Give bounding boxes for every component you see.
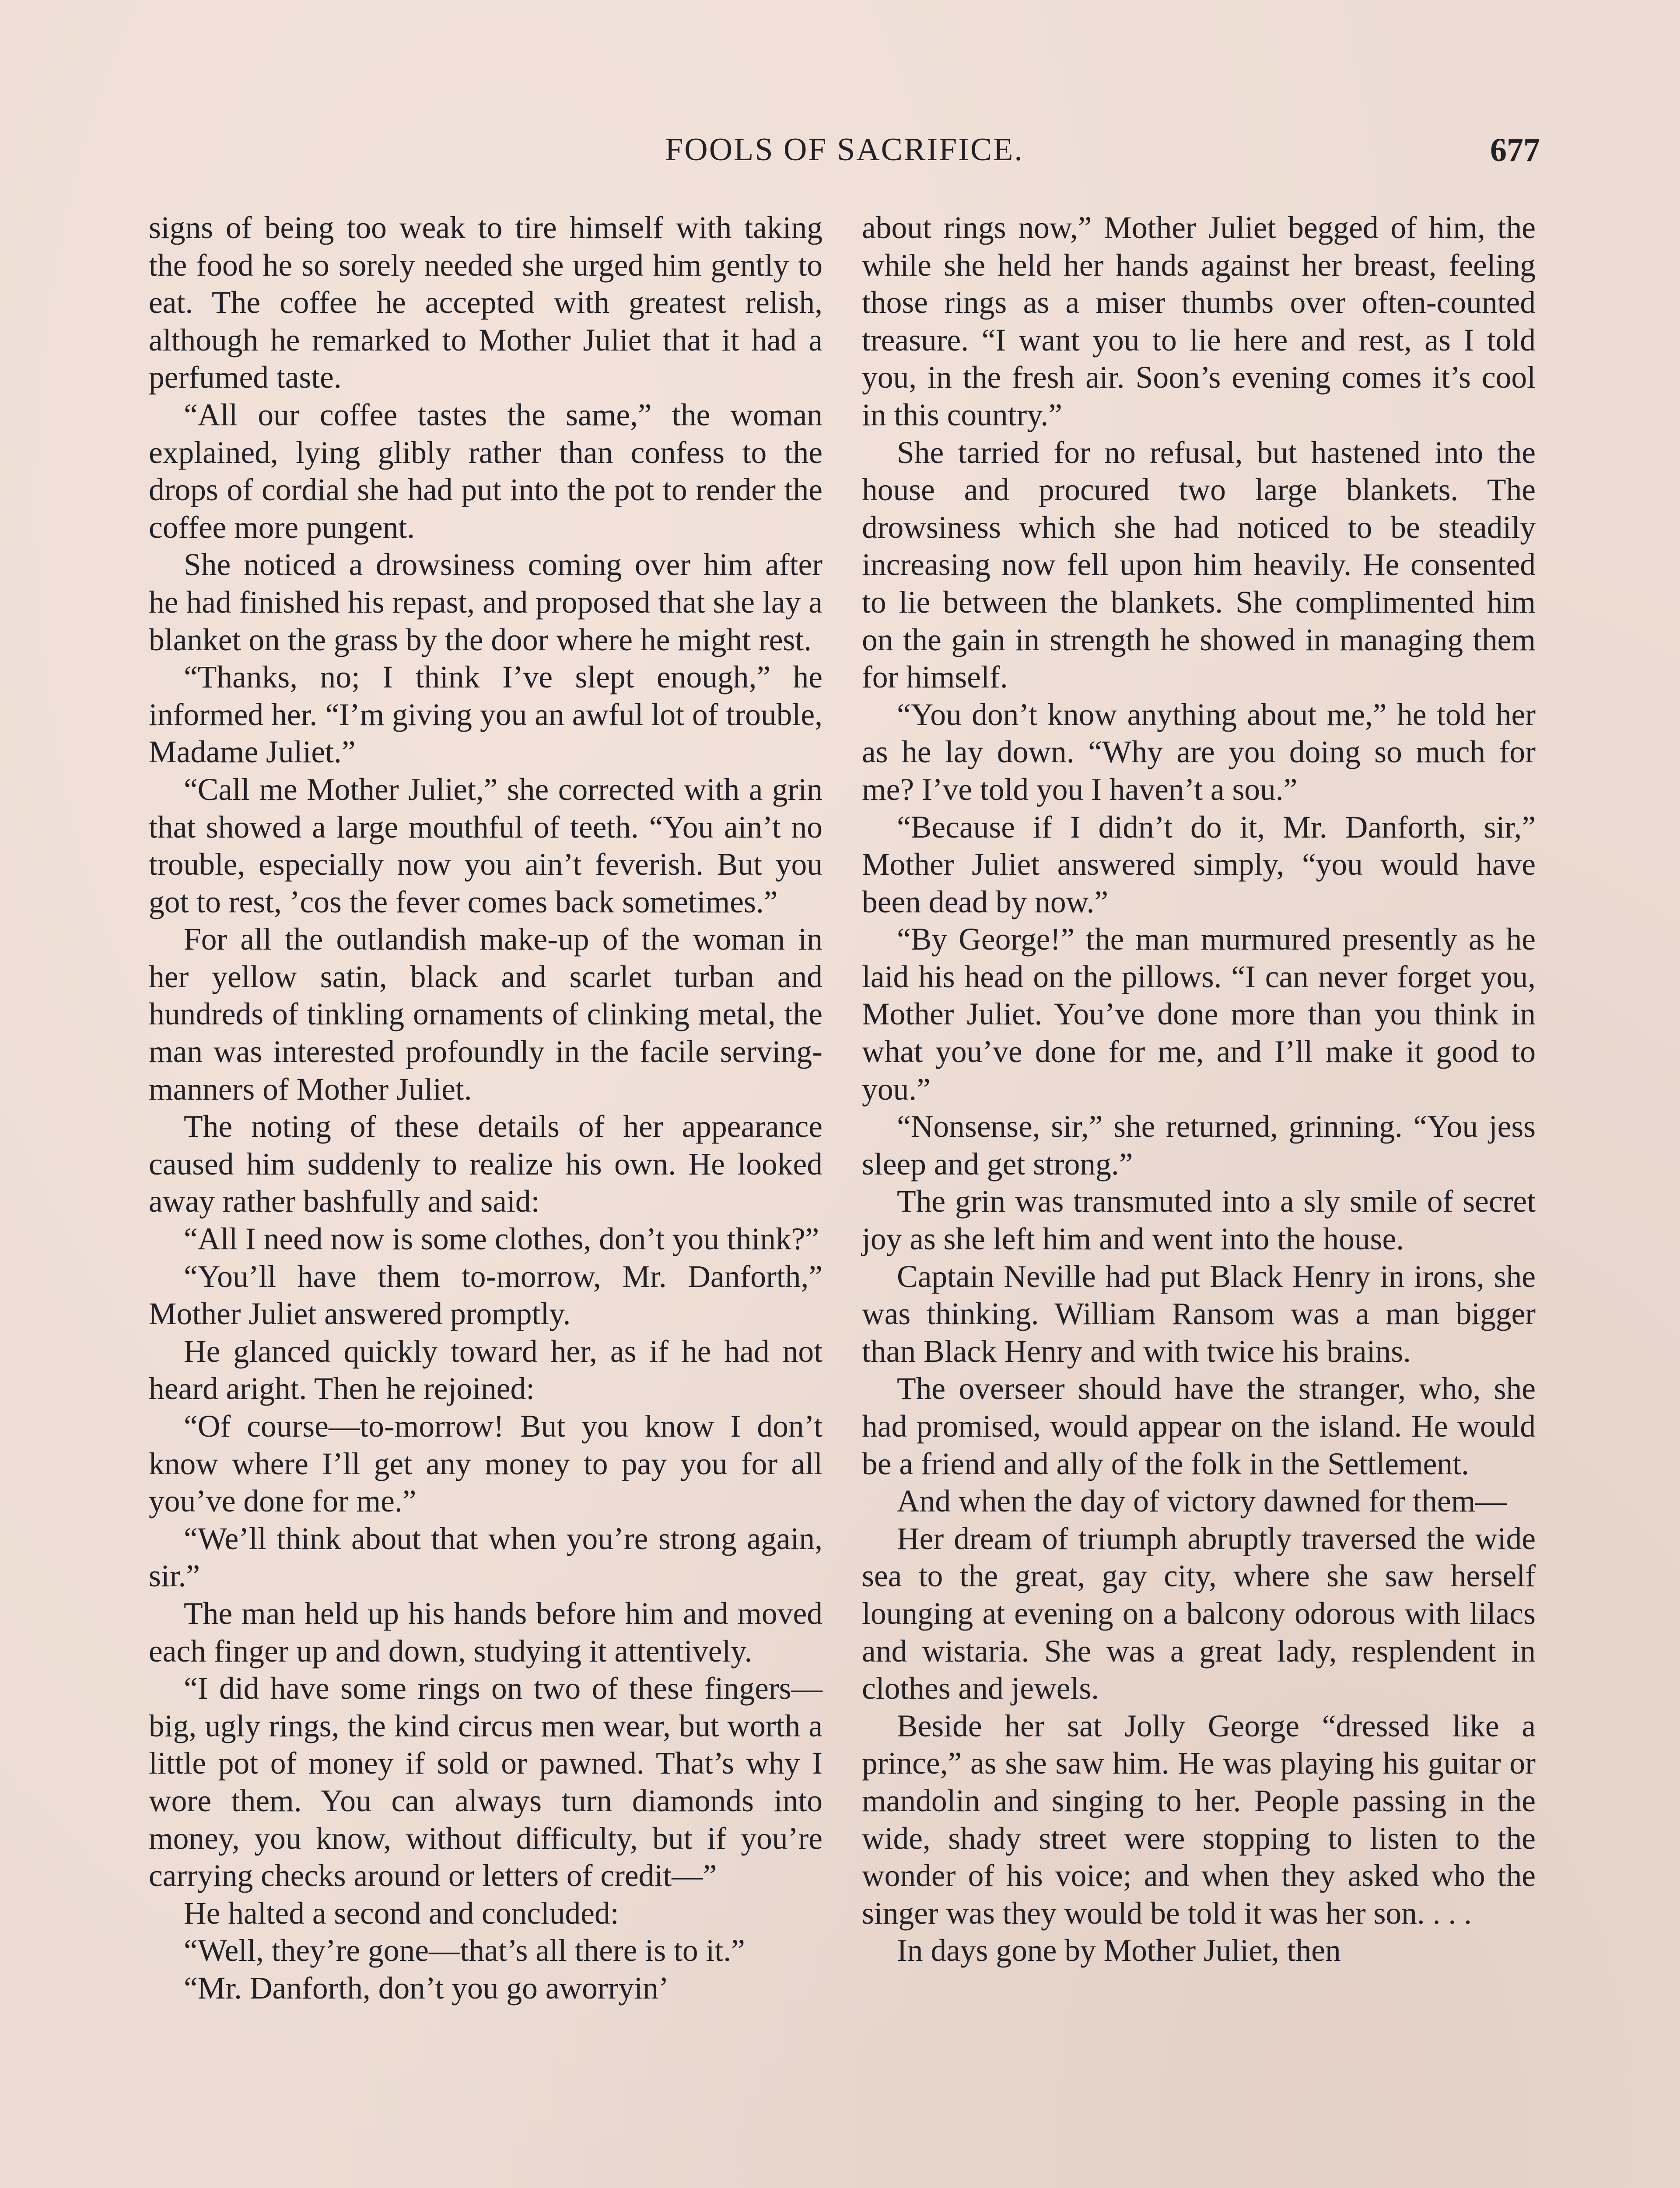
paragraph: “We’ll think about that when you’re strong again, sir.”: [149, 1521, 822, 1594]
paragraph: Captain Neville had put Black Henry in irons, she was thinking. William Ransom was a man bigger than Black Henry and with twice his brains.: [862, 1259, 1536, 1369]
paragraph: signs of being too weak to tire himself with taking the food he so sorely needed she urged him gently to eat. The coffee he accepted with greatest relish, although he remarked to Mother Juliet that it had a perfumed taste.: [149, 210, 822, 395]
right-text-column: [862, 209, 1536, 1970]
paragraph: She tarried for no refusal, but hastened into the house and procured two large blankets. The drowsiness which she had noticed to be steadily increasing now fell upon him heavily. He consented to lie between the blankets. She complimented him on the gain in strength he showed in managing them for himself.: [862, 435, 1536, 695]
paragraph: The man held up his hands before him and moved each finger up and down, studying it attentively.: [149, 1596, 822, 1669]
paragraph: “All our coffee tastes the same,” the woman explained, lying glibly rather than confess to the drops of cordial she had put into the pot to render the coffee more pungent.: [149, 397, 822, 545]
paragraph: “Nonsense, sir,” she returned, grinning. “You jess sleep and get strong.”: [862, 1109, 1536, 1182]
paragraph: She noticed a drowsiness coming over him after he had finished his repast, and proposed that she lay a blanket on the grass by the door where he might rest.: [149, 547, 822, 657]
paragraph: “You don’t know anything about me,” he told her as he lay down. “Why are you doing so much for me? I’ve told you I haven’t a sou.”: [862, 697, 1536, 807]
running-title: FOOLS OF SACRIFICE.: [665, 132, 1024, 168]
paragraph: “Thanks, no; I think I’ve slept enough,” he informed her. “I’m giving you an awful lot of trouble, Madame Juliet.”: [149, 660, 822, 770]
paragraph: “Of course—to-morrow! But you know I don’t know where I’ll get any money to pay you for all you’ve done for me.”: [149, 1409, 822, 1519]
paragraph: For all the outlandish make-up of the woman in her yellow satin, black and scarlet turban and hundreds of tinkling ornaments of clinking metal, the man was interested profoundly in the facile serving-manners of Mother Juliet.: [149, 922, 822, 1107]
page-number: 677: [1490, 132, 1540, 168]
paragraph: The grin was transmuted into a sly smile of secret joy as she left him and went into the house.: [862, 1184, 1536, 1257]
paragraph: He glanced quickly toward her, as if he had not heard aright. Then he rejoined:: [149, 1334, 822, 1406]
paragraph: The overseer should have the stranger, who, she had promised, would appear on the island. He would be a friend and ally of the folk in the Settlement.: [862, 1371, 1536, 1481]
page-header: [149, 131, 1540, 184]
paragraph: The noting of these details of her appearance caused him suddenly to realize his own. He looked away rather bashfully and said:: [149, 1109, 822, 1219]
paragraph: “Because if I didn’t do it, Mr. Danforth, sir,” Mother Juliet answered simply, “you would have been dead by now.”: [862, 810, 1536, 919]
paragraph: Her dream of triumph abruptly traversed the wide sea to the great, gay city, where she saw herself lounging at evening on a balcony odorous with lilacs and wistaria. She was a great lady, resplendent in clothes and jewels.: [862, 1521, 1536, 1706]
paragraph: “By George!” the man murmured presently as he laid his head on the pillows. “I can never forget you, Mother Juliet. You’ve done more than you think in what you’ve done for me, and I’ll make it good to you.”: [862, 922, 1536, 1107]
paragraph: “You’ll have them to-morrow, Mr. Danforth,” Mother Juliet answered promptly.: [149, 1259, 822, 1332]
paragraph: “Well, they’re gone—that’s all there is to it.”: [184, 1933, 745, 1968]
paragraph: “All I need now is some clothes, don’t you think?”: [184, 1222, 819, 1257]
paragraph: And when the day of victory dawned for them—: [897, 1484, 1507, 1519]
paragraph: “Mr. Danforth, don’t you go aworryin’: [184, 1971, 669, 2006]
paragraph: “Call me Mother Juliet,” she corrected with a grin that showed a large mouthful of teeth. “You ain’t no trouble, especially now you ain’t feverish. But you got to rest, ’cos the fever comes back sometimes.”: [149, 772, 822, 919]
paragraph: “I did have some rings on two of these fingers—big, ugly rings, the kind circus men wear, but worth a little pot of money if sold or pawned. That’s why I wore them. You can always turn diamonds into money, you know, without difficulty, but if you’re carrying checks around or letters of credit—”: [149, 1671, 822, 1893]
paragraph: Beside her sat Jolly George “dressed like a prince,” as she saw him. He was playing his guitar or mandolin and singing to her. People passing in the wide, shady street were stopping to listen to the wonder of his voice; and when they asked who the singer was they would be told it was her son. . . .: [862, 1708, 1536, 1931]
paragraph: about rings now,” Mother Juliet begged of him, the while she held her hands against her breast, feeling those rings as a miser thumbs over often-counted treasure. “I want you to lie here and rest, as I told you, in the fresh air. Soon’s evening comes it’s cool in this country.”: [862, 210, 1536, 432]
paragraph: He halted a second and concluded:: [184, 1896, 619, 1931]
left-text-column: [149, 209, 822, 2007]
paragraph: In days gone by Mother Juliet, then: [897, 1933, 1341, 1968]
